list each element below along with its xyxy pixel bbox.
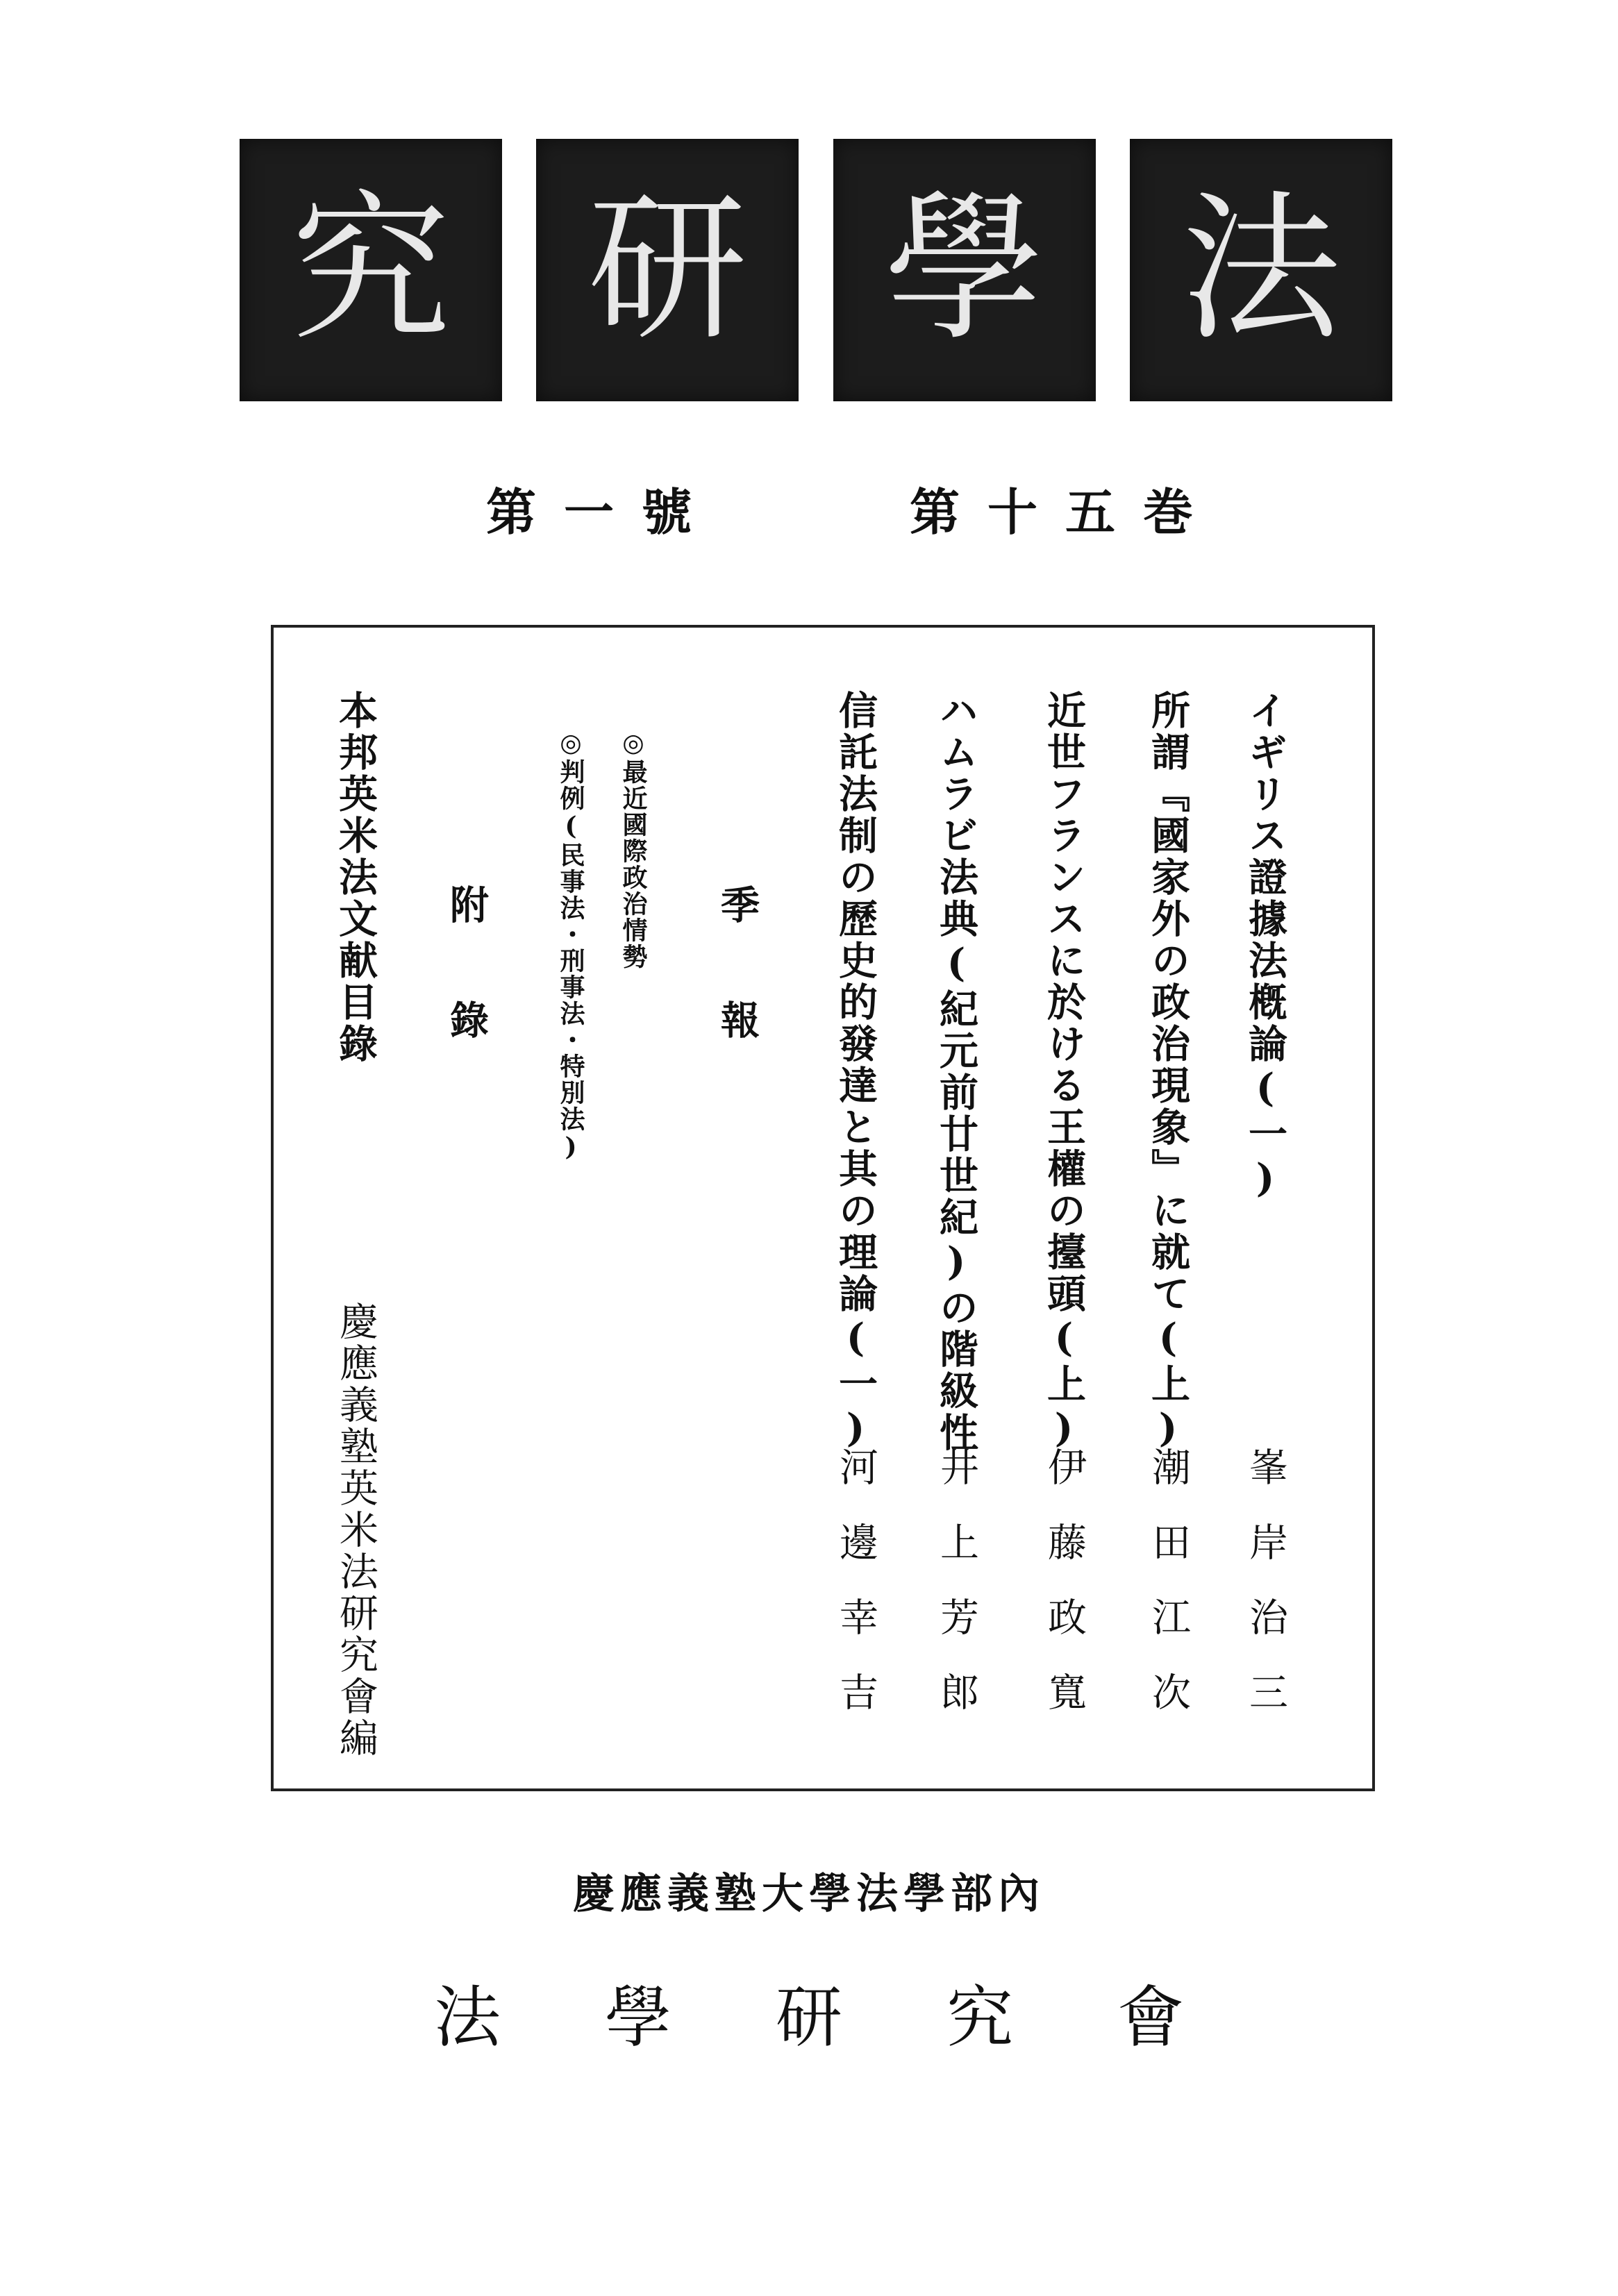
article-2-title: 所謂『國家外の政治現象』に就て(上): [1145, 690, 1191, 1454]
volume-issue-line: [0, 472, 1618, 542]
journal-title: [240, 139, 1392, 403]
title-block-1: [1130, 139, 1392, 401]
article-5-title: 信託法制の歷史的發達と其の理論(一): [833, 690, 878, 1454]
title-char-1: 法: [1181, 177, 1341, 362]
title-block-4: [240, 139, 502, 401]
title-char-4: 究: [290, 177, 451, 362]
bibliography-editor: 慶應義塾英米法研究會編: [333, 1301, 378, 1759]
appendix-heading: 附錄: [444, 885, 490, 1115]
issue-text: 第一號: [486, 483, 720, 542]
title-block-2: [833, 139, 1096, 401]
title-char-2: 學: [884, 177, 1044, 362]
article-4-title: ハムラビ法典(紀元前廿世紀)の階級性: [933, 690, 979, 1454]
article-5-author: 河邊幸吉: [833, 1447, 878, 1747]
publisher-name: 法學研究會: [434, 1979, 1288, 2056]
quarterly-item-2: ◎判例(民事法・刑事法・特別法): [556, 728, 585, 1163]
quarterly-heading: 季報: [715, 885, 760, 1115]
table-of-contents: [271, 625, 1375, 1791]
quarterly-item-1: ◎最近國際政治情勢: [619, 728, 648, 970]
volume-text: 第十五巻: [910, 483, 1221, 542]
article-3-title: 近世フランスに於ける王權の擡頭(上): [1041, 690, 1087, 1454]
article-1-author: 峯岸治三: [1243, 1447, 1288, 1747]
article-3-author: 伊藤政寬: [1042, 1447, 1087, 1747]
article-2-author: 潮田江次: [1146, 1447, 1191, 1747]
title-block-3: [536, 139, 799, 401]
bibliography-title: 本邦英米法文献目錄: [333, 690, 378, 1065]
article-4-author: 井上芳郎: [934, 1447, 979, 1747]
publisher-affiliation: 慶應義塾大學法學部內: [573, 1870, 1045, 1918]
title-char-3: 研: [587, 177, 748, 362]
article-1-title: イギリス證據法槪論(一): [1242, 690, 1288, 1204]
